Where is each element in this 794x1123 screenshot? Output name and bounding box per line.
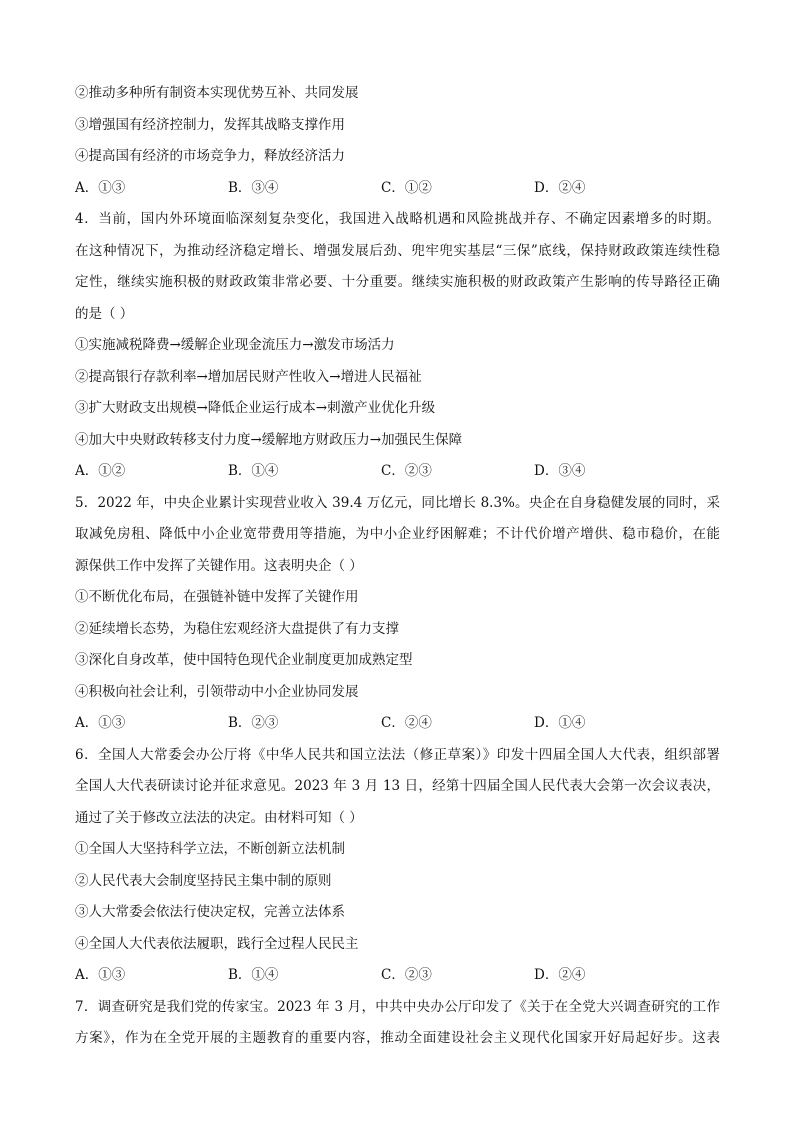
- q4-options: [75, 456, 720, 488]
- q5-statement-1: ①不断优化布局，在强链补链中发挥了关键作用: [75, 589, 359, 605]
- q6-option-a[interactable]: A．①③: [75, 967, 126, 983]
- q4-statement-1: ①实施减税降费→缓解企业现金流压力→激发市场活力: [75, 337, 395, 353]
- q3-option-a[interactable]: A．①③: [75, 179, 126, 196]
- q5-option-c[interactable]: C．②④: [381, 715, 432, 731]
- q5-option-b[interactable]: B．②③: [228, 715, 279, 731]
- q4-statement-3: ③扩大财政支出规模→降低企业运行成本→刺激产业优化升级: [75, 400, 436, 416]
- q4-stem-line-4: 的是（ ）: [75, 305, 134, 322]
- q6-option-d[interactable]: D．②④: [534, 967, 586, 983]
- q6-stem-line-3: 通过了关于修改立法法的决定。由材料可知（ ）: [75, 809, 363, 826]
- question-content: [75, 78, 720, 1055]
- q4-stem-line-1: 4．当前，国内外环境面临深刻复杂变化，我国进入战略机遇和风险挑战并存、不确定因素增多的时期。: [75, 211, 720, 227]
- q5-option-d[interactable]: D．①④: [534, 715, 586, 731]
- q6-option-c[interactable]: C．②③: [381, 967, 432, 983]
- q7-stem-line-1: 7．调查研究是我们党的传家宝。2023 年 3 月，中共中央办公厅印发了《关于在全党大兴调查研究的工作: [75, 998, 720, 1015]
- q5-stem-line-3: 源保供工作中发挥了关键作用。这表明央企（ ）: [75, 557, 363, 574]
- q6-statement-4: ④全国人大代表依法履职，践行全过程人民民主: [75, 935, 359, 952]
- q7-stem-line-2: 方案》，作为在全党开展的主题教育的重要内容，推动全面建设社会主义现代化国家开好局起好步。这表: [75, 1030, 720, 1046]
- q5-options: [75, 708, 720, 740]
- q4-option-d[interactable]: D．③④: [534, 463, 586, 479]
- q5-statement-2: ②延续增长态势，为稳住宏观经济大盘提供了有力支撑: [75, 620, 399, 637]
- q6-options: [75, 960, 720, 992]
- q6-stem-line-1: 6．全国人大常委会办公厅将《中华人民共和国立法法（修正草案）》印发十四届全国人大代表，组织部署: [75, 746, 720, 763]
- q3-option-b[interactable]: B．③④: [228, 179, 279, 196]
- q3-option-d[interactable]: D．②④: [534, 179, 586, 196]
- q5-stem-line-2: 取减免房租、降低中小企业宽带费用等措施，为中小企业纾困解难；不计代价增产增供、稳市稳价，在能: [75, 526, 720, 542]
- q4-option-b[interactable]: B．①④: [228, 463, 279, 479]
- q6-statement-2: ②人民代表大会制度坚持民主集中制的原则: [75, 872, 332, 889]
- q4-option-c[interactable]: C．②③: [381, 463, 432, 479]
- q5-stem-line-1: 5．2022 年，中央企业累计实现营业收入 39.4 万亿元，同比增长 8.3%。央企在自身稳健发展的同时，采: [75, 494, 720, 511]
- q5-statement-3: ③深化自身改革，使中国特色现代企业制度更加成熟定型: [75, 652, 413, 668]
- q5-statement-4: ④积极向社会让利，引领带动中小企业协同发展: [75, 683, 359, 700]
- q4-stem-line-3: 定性，继续实施积极的财政政策非常必要、十分重要。继续实施积极的财政政策产生影响的传导路径正确: [75, 274, 720, 290]
- q4-stem-line-2: 在这种情况下，为推动经济稳定增长、增强发展后劲、兜牢兜实基层“三保”底线，保持财政政策连续性稳: [75, 242, 720, 259]
- q6-statement-1: ①全国人大坚持科学立法，不断创新立法机制: [75, 841, 345, 857]
- q3-option-c[interactable]: C．①②: [381, 179, 432, 196]
- q4-statement-2: ②提高银行存款利率→增加居民财产性收入→增进人民福祉: [75, 368, 422, 385]
- q4-option-a[interactable]: A．①②: [75, 463, 126, 479]
- q3-statement-3: ③增强国有经济控制力，发挥其战略支撑作用: [75, 116, 345, 133]
- q4-statement-4: ④加大中央财政转移支付力度→缓解地方财政压力→加强民生保障: [75, 431, 463, 448]
- q3-options: [75, 173, 720, 205]
- q3-statement-4: ④提高国有经济的市场竞争力，释放经济活力: [75, 148, 345, 164]
- q3-statement-2: ②推动多种所有制资本实现优势互补、共同发展: [75, 85, 359, 101]
- q6-option-b[interactable]: B．①④: [228, 967, 279, 983]
- q5-option-a[interactable]: A．①③: [75, 715, 126, 731]
- q6-statement-3: ③人大常委会依法行使决定权，完善立法体系: [75, 904, 345, 920]
- q6-stem-line-2: 全国人大代表研读讨论并征求意见。2023 年 3 月 13 日，经第十四届全国人民代表大会第一次会议表决，: [75, 778, 720, 794]
